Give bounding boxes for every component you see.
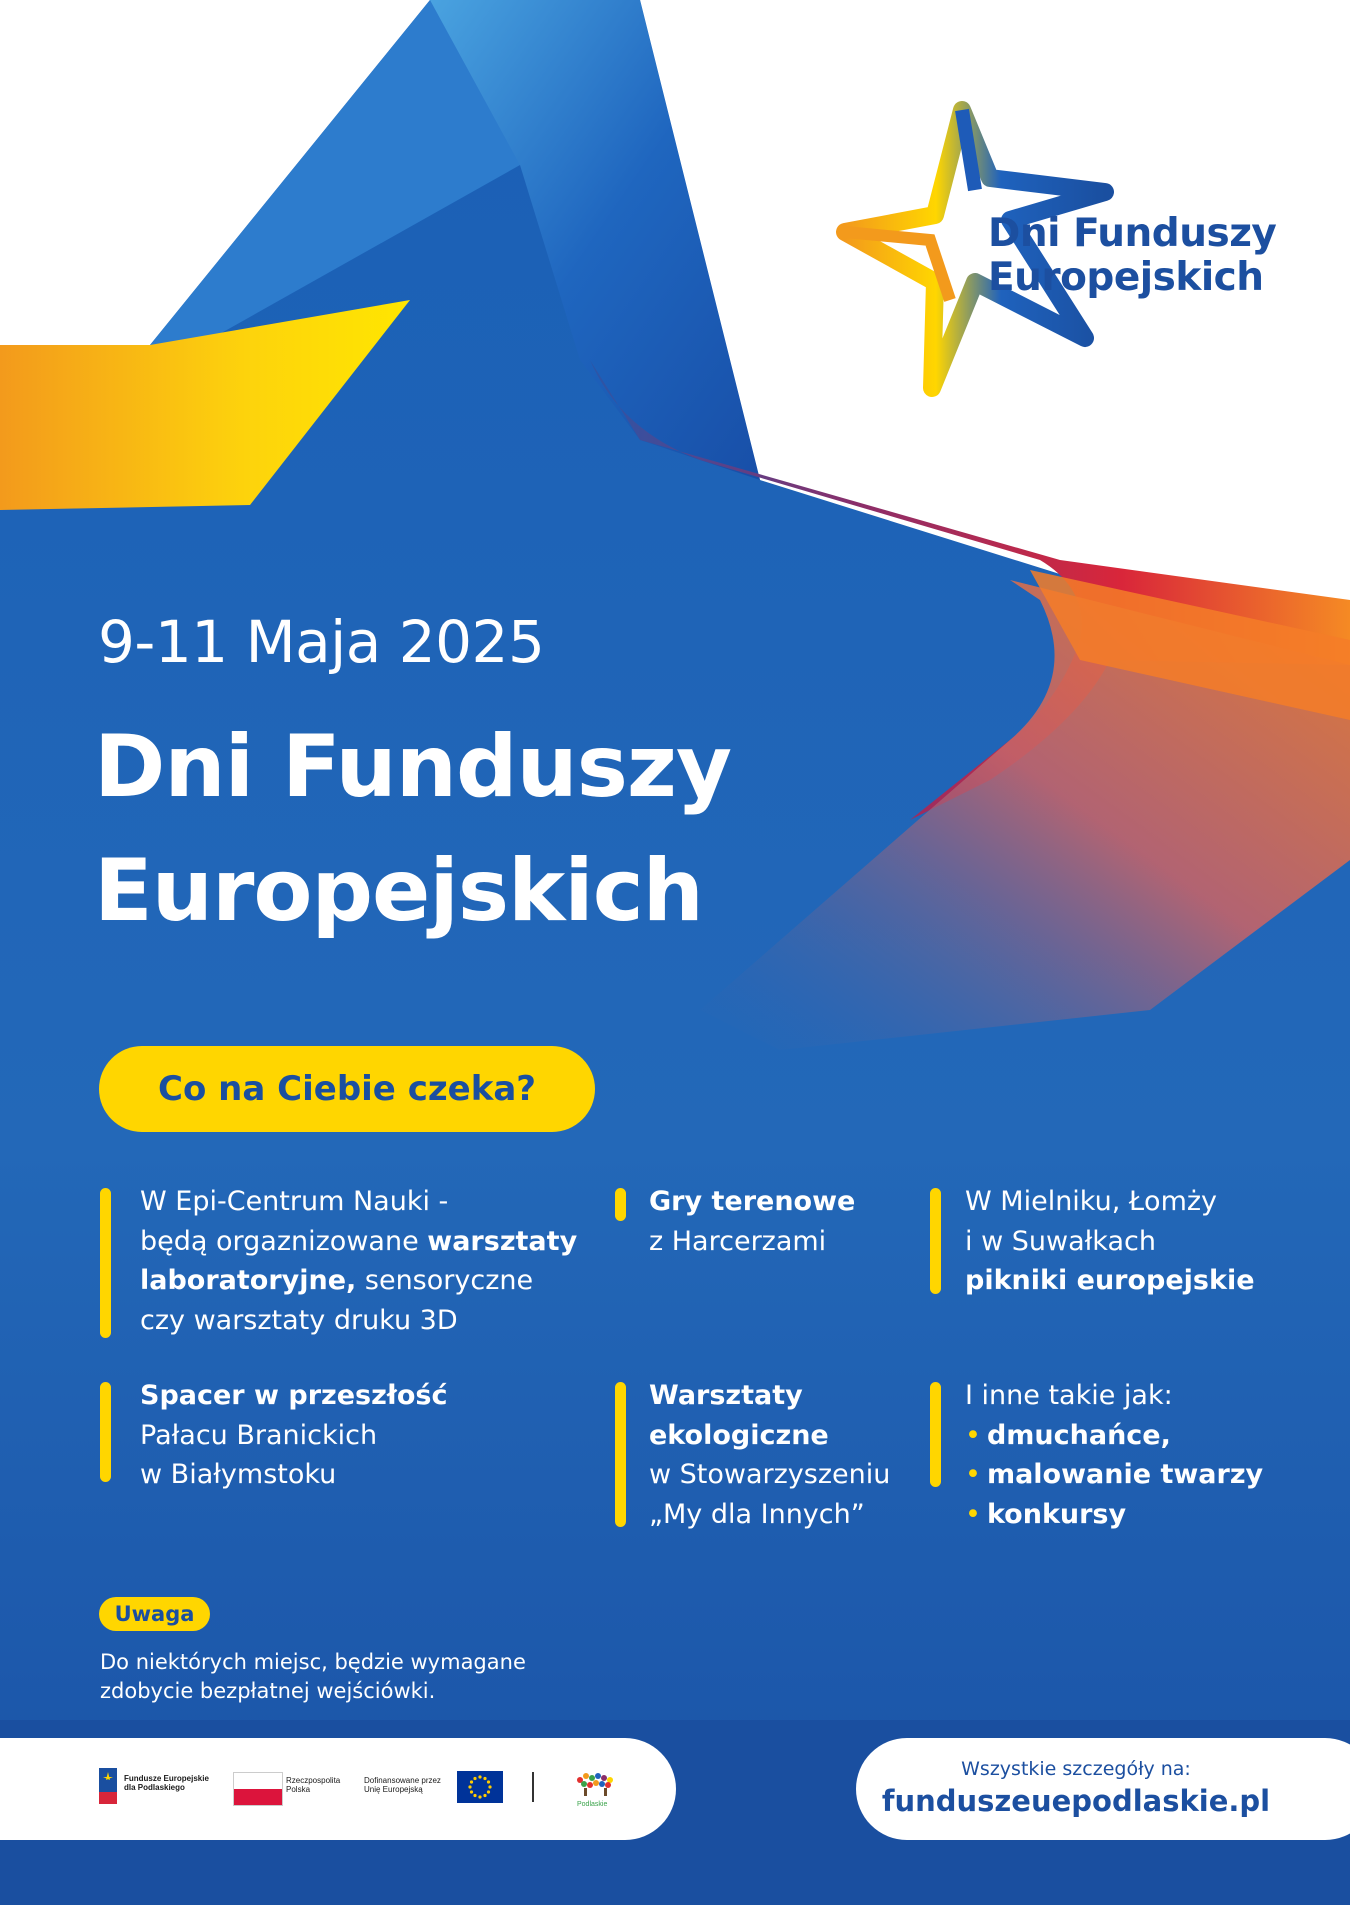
item-line: W Epi-Centrum Nauki - bbox=[140, 1186, 449, 1217]
fe-logo-text: Fundusze Europejskie dla Podlaskiego bbox=[124, 1774, 209, 1792]
website-box bbox=[856, 1738, 1350, 1840]
item-line: będą orgaznizowane warsztaty bbox=[140, 1225, 578, 1257]
partner-logos bbox=[0, 1738, 676, 1840]
item-gry bbox=[615, 1182, 875, 1282]
item-line: w Stowarzyszeniu bbox=[649, 1459, 891, 1490]
item-line: Pałacu Branickich bbox=[140, 1419, 378, 1451]
podlaskie-logo-text: Podlaskie bbox=[577, 1801, 608, 1808]
fundusze-europejskie-logo-icon bbox=[99, 1768, 117, 1804]
item-line: ekologiczne bbox=[649, 1419, 829, 1451]
item-pikniki bbox=[930, 1182, 1255, 1302]
rp-logo-text: Rzeczpospolita Polska bbox=[286, 1776, 341, 1794]
note-line: zdobycie bezpłatnej wejściówki. bbox=[100, 1679, 436, 1703]
list-item: • dmuchańce, bbox=[965, 1419, 1171, 1451]
logo-title-line1: Dni Funduszy bbox=[988, 211, 1277, 256]
note-line: Do niektórych miejsc, będzie wymagane bbox=[100, 1650, 526, 1674]
item-epicentrum bbox=[100, 1182, 580, 1342]
item-line: laboratoryjne, sensoryczne bbox=[140, 1265, 534, 1296]
question-text: Co na Ciebie czeka? bbox=[158, 1069, 536, 1109]
question-pill bbox=[99, 1046, 595, 1132]
item-bar bbox=[615, 1382, 626, 1527]
note-badge-label: Uwaga bbox=[114, 1602, 195, 1626]
item-bar bbox=[930, 1382, 941, 1487]
item-inne bbox=[930, 1376, 1264, 1546]
item-line: W Mielniku, Łomży bbox=[965, 1186, 1218, 1217]
item-line: pikniki europejskie bbox=[965, 1265, 1255, 1296]
note-text bbox=[100, 1648, 526, 1706]
item-line: I inne takie jak: bbox=[965, 1380, 1173, 1411]
note-badge bbox=[99, 1597, 210, 1631]
item-bar bbox=[100, 1382, 111, 1482]
item-line: Gry terenowe bbox=[649, 1186, 856, 1217]
item-spacer bbox=[100, 1376, 520, 1496]
divider bbox=[532, 1772, 534, 1802]
item-warsztaty bbox=[615, 1376, 915, 1546]
item-line: w Białymstoku bbox=[140, 1459, 337, 1490]
item-line: czy warsztaty druku 3D bbox=[140, 1304, 458, 1336]
event-date: 9-11 Maja 2025 bbox=[98, 608, 545, 676]
title-line1: Dni Funduszy bbox=[94, 717, 732, 817]
logo-title bbox=[988, 212, 1276, 300]
podlaskie-bison-logo-icon bbox=[572, 1768, 620, 1798]
item-line: Spacer w przeszłość bbox=[140, 1380, 448, 1411]
logo-title-line2: Europejskich bbox=[988, 255, 1264, 300]
website-label: Wszystkie szczegóły na: bbox=[961, 1758, 1191, 1780]
item-line: z Harcerzami bbox=[649, 1225, 827, 1257]
eu-logo-text: Dofinansowane przez Unię Europejską bbox=[364, 1776, 441, 1794]
list-item: • konkursy bbox=[965, 1498, 1127, 1530]
item-line: i w Suwałkach bbox=[965, 1225, 1156, 1257]
page-title bbox=[94, 705, 731, 953]
list-item: • malowanie twarzy bbox=[965, 1459, 1264, 1490]
item-line: Warsztaty bbox=[649, 1380, 803, 1411]
item-bar bbox=[930, 1188, 941, 1294]
title-line2: Europejskich bbox=[94, 841, 703, 941]
item-line: „My dla Innych” bbox=[649, 1498, 865, 1530]
item-bar bbox=[615, 1188, 626, 1221]
eu-flag-icon bbox=[457, 1771, 503, 1803]
item-bar bbox=[100, 1188, 111, 1338]
website-link[interactable]: funduszeuepodlaskie.pl bbox=[881, 1784, 1271, 1818]
polish-flag-icon bbox=[233, 1772, 283, 1806]
